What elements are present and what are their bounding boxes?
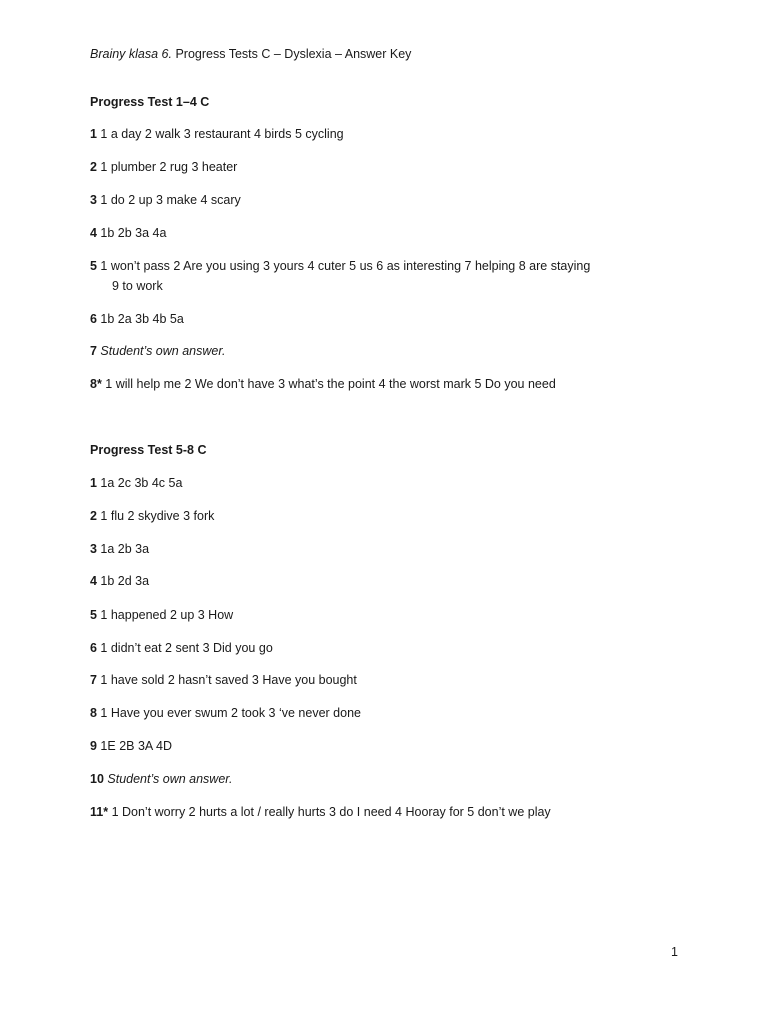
exercise-answers: 1 will help me 2 We don’t have 3 what’s the point 4 the worst mark 5 Do you need xyxy=(101,377,556,391)
section-title: Progress Test 5-8 C xyxy=(90,443,207,457)
document-subtitle: Progress Tests C – Dyslexia – Answer Key xyxy=(171,47,412,61)
exercise-number: 1 xyxy=(90,127,97,141)
answer-row xyxy=(90,343,226,359)
exercise-number: 8* xyxy=(90,377,102,391)
exercise-number: 8 xyxy=(90,706,97,720)
exercise-answers: 1 happened 2 up 3 How xyxy=(96,608,234,622)
exercise-answers: 1 a day 2 walk 3 restaurant 4 birds 5 cycling xyxy=(96,127,344,141)
book-title: Brainy klasa 6. xyxy=(90,47,172,61)
exercise-answers: 1 Don’t worry 2 hurts a lot / really hurts 3 do I need 4 Hooray for 5 don’t we play xyxy=(108,805,551,819)
document-header xyxy=(90,46,411,62)
answer-row xyxy=(90,258,590,274)
answer-row xyxy=(90,738,172,754)
exercise-number: 3 xyxy=(90,193,97,207)
exercise-number: 2 xyxy=(90,160,97,174)
exercise-answers: Student’s own answer. xyxy=(103,772,233,786)
exercise-answers: 1 have sold 2 hasn’t saved 3 Have you bought xyxy=(96,673,357,687)
exercise-number: 11* xyxy=(90,805,109,819)
exercise-answers: 1 flu 2 skydive 3 fork xyxy=(96,509,215,523)
exercise-number: 3 xyxy=(90,542,97,556)
answer-row xyxy=(90,311,184,327)
exercise-answers: 1a 2b 3a xyxy=(96,542,150,556)
exercise-answers: 1b 2b 3a 4a xyxy=(96,226,167,240)
answer-continuation: 9 to work xyxy=(112,279,163,293)
exercise-number: 5 xyxy=(90,259,97,273)
exercise-number: 4 xyxy=(90,226,97,240)
exercise-number: 6 xyxy=(90,312,97,326)
exercise-answers: 1 won’t pass 2 Are you using 3 yours 4 cuter 5 us 6 as interesting 7 helping 8 are staying xyxy=(96,259,591,273)
exercise-answers: 1 plumber 2 rug 3 heater xyxy=(96,160,238,174)
answer-row xyxy=(90,376,556,392)
exercise-number: 7 xyxy=(90,344,97,358)
exercise-number: 7 xyxy=(90,673,97,687)
exercise-number: 6 xyxy=(90,641,97,655)
exercise-answers: Student’s own answer. xyxy=(96,344,226,358)
exercise-number: 5 xyxy=(90,608,97,622)
exercise-number: 2 xyxy=(90,509,97,523)
exercise-answers: 1 do 2 up 3 make 4 scary xyxy=(96,193,241,207)
answer-row xyxy=(90,225,166,241)
answer-row xyxy=(90,541,149,557)
exercise-answers: 1a 2c 3b 4c 5a xyxy=(96,476,183,490)
answer-row xyxy=(90,672,357,688)
exercise-answers: 1b 2d 3a xyxy=(96,574,150,588)
answer-row xyxy=(90,126,344,142)
section-title: Progress Test 1–4 C xyxy=(90,95,210,109)
exercise-answers: 1 didn’t eat 2 sent 3 Did you go xyxy=(96,641,273,655)
page-number: 1 xyxy=(671,945,678,959)
exercise-answers: 1b 2a 3b 4b 5a xyxy=(96,312,184,326)
exercise-number: 9 xyxy=(90,739,97,753)
answer-row xyxy=(90,573,149,589)
answer-row xyxy=(90,607,233,623)
exercise-number: 4 xyxy=(90,574,97,588)
exercise-number: 1 xyxy=(90,476,97,490)
exercise-answers: 1 Have you ever swum 2 took 3 ‘ve never done xyxy=(96,706,361,720)
answer-row xyxy=(90,475,182,491)
answer-row xyxy=(90,192,241,208)
answer-row xyxy=(90,508,214,524)
answer-row xyxy=(90,640,273,656)
exercise-number: 10 xyxy=(90,772,104,786)
answer-row xyxy=(90,159,237,175)
answer-row xyxy=(90,804,551,820)
exercise-answers: 1E 2B 3A 4D xyxy=(96,739,173,753)
answer-row xyxy=(90,771,232,787)
answer-row xyxy=(90,705,361,721)
